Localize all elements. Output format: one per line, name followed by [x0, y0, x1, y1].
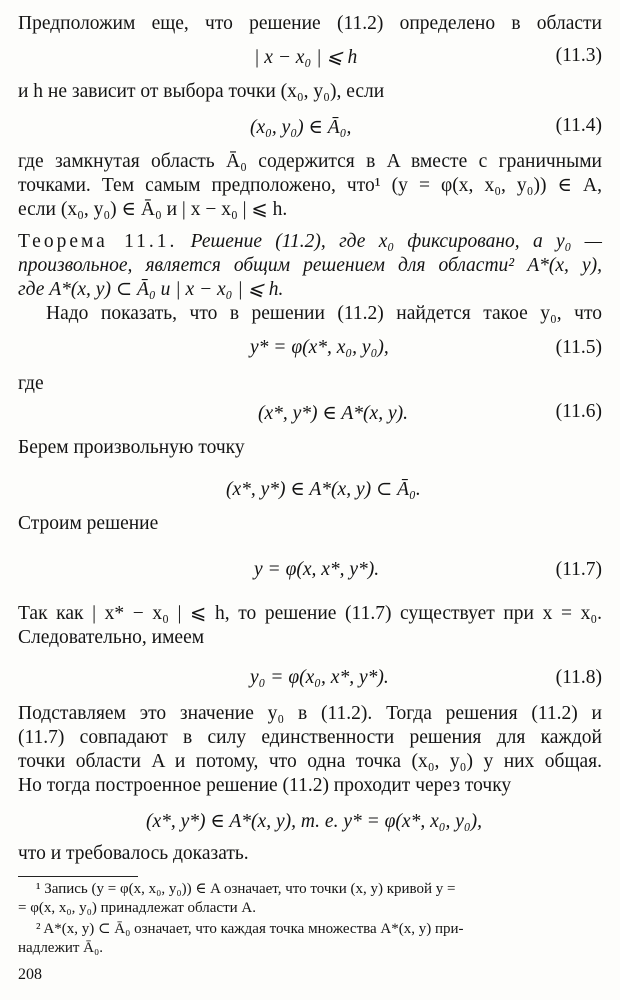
text-line: Надо показать, что в решении (11.2) найдется такое y₀, что: [46, 303, 602, 324]
text-line: и h не зависит от выбора точки (x₀, y₀), если: [18, 81, 385, 102]
text-line: Предположим еще, что решение (11.2) определено в области: [18, 13, 602, 34]
equation-formula: (x*, y*) ∈ A*(x, y), т. е. y* = φ(x*, x₀, y₀),: [146, 811, 483, 832]
theorem-label: Теорема 11.1.: [18, 231, 178, 252]
theorem-line: произвольное, является общим решением для области² A*(x, y),: [18, 255, 602, 276]
equation-number: (11.6): [555, 401, 602, 422]
equation-number: (11.7): [555, 559, 602, 580]
footnote-divider: [18, 876, 138, 877]
equation-number: (11.3): [555, 45, 602, 66]
footnote-1: ¹ Запись (y = φ(x, x₀, y₀)) ∈ A означает, что точки (x, y) кривой y =: [36, 881, 456, 897]
equation-formula: y = φ(x, x*, y*).: [254, 559, 380, 580]
text-line: Следовательно, имеем: [18, 627, 205, 648]
theorem-text: Решение (11.2), где x₀ фиксировано, а y₀ —: [190, 231, 603, 252]
equation-formula: (x₀, y₀) ∈ Ā₀,: [250, 117, 352, 138]
equation-formula: (x*, y*) ∈ A*(x, y).: [258, 403, 408, 424]
equation-11-4: [18, 112, 602, 142]
equation-formula: y₀ = φ(x₀, x*, y*).: [250, 667, 389, 688]
text-line: Так как | x* − x₀ | ⩽ h, то решение (11.7) существует при x = x₀.: [18, 603, 602, 624]
equation-number: (11.8): [555, 667, 602, 688]
equation-11-6: [18, 398, 602, 428]
footnote-2-cont: надлежит Ā₀.: [18, 940, 103, 956]
text-line: точками. Тем самым предположено, что¹ (y = φ(x, x₀, y₀)) ∈ A,: [18, 175, 602, 196]
text-line: что и требовалось доказать.: [18, 843, 249, 864]
footnote-1-cont: = φ(x, x₀, y₀) принадлежат области A.: [18, 900, 256, 916]
equation-unnumbered: [18, 806, 602, 836]
equation-11-3: [18, 42, 602, 72]
equation-unnumbered: [18, 474, 602, 504]
theorem-line: где A*(x, y) ⊂ Ā₀ и | x − x₀ | ⩽ h.: [18, 279, 284, 300]
text-line: Берем произвольную точку: [18, 437, 245, 458]
page-number: 208: [18, 966, 42, 983]
equation-11-7: [18, 556, 602, 586]
text-line: где: [18, 373, 44, 394]
text-line: (11.7) совпадают в силу единственности решения для каждой: [18, 727, 602, 748]
text-line: Строим решение: [18, 513, 159, 534]
equation-formula: | x − x₀ | ⩽ h: [254, 47, 358, 68]
text-line: Подставляем это значение y₀ в (11.2). Тогда решения (11.2) и: [18, 703, 602, 724]
equation-formula: y* = φ(x*, x₀, y₀),: [250, 337, 389, 358]
text-line: если (x₀, y₀) ∈ Ā₀ и | x − x₀ | ⩽ h.: [18, 199, 288, 220]
footnote-2: ² A*(x, y) ⊂ Ā₀ означает, что каждая точка множества A*(x, y) при-: [36, 921, 464, 937]
equation-formula: (x*, y*) ∈ A*(x, y) ⊂ Ā₀.: [226, 479, 421, 500]
equation-number: (11.4): [555, 115, 602, 136]
theorem-line: [18, 230, 602, 254]
equation-11-8: [18, 664, 602, 694]
equation-11-5: [18, 334, 602, 364]
text-line: где замкнутая область Ā₀ содержится в A вместе с граничными: [18, 151, 602, 172]
text-line: точки области A и потому, что одна точка (x₀, y₀) у них общая.: [18, 751, 602, 772]
text-line: Но тогда построенное решение (11.2) проходит через точку: [18, 775, 512, 796]
equation-number: (11.5): [555, 337, 602, 358]
